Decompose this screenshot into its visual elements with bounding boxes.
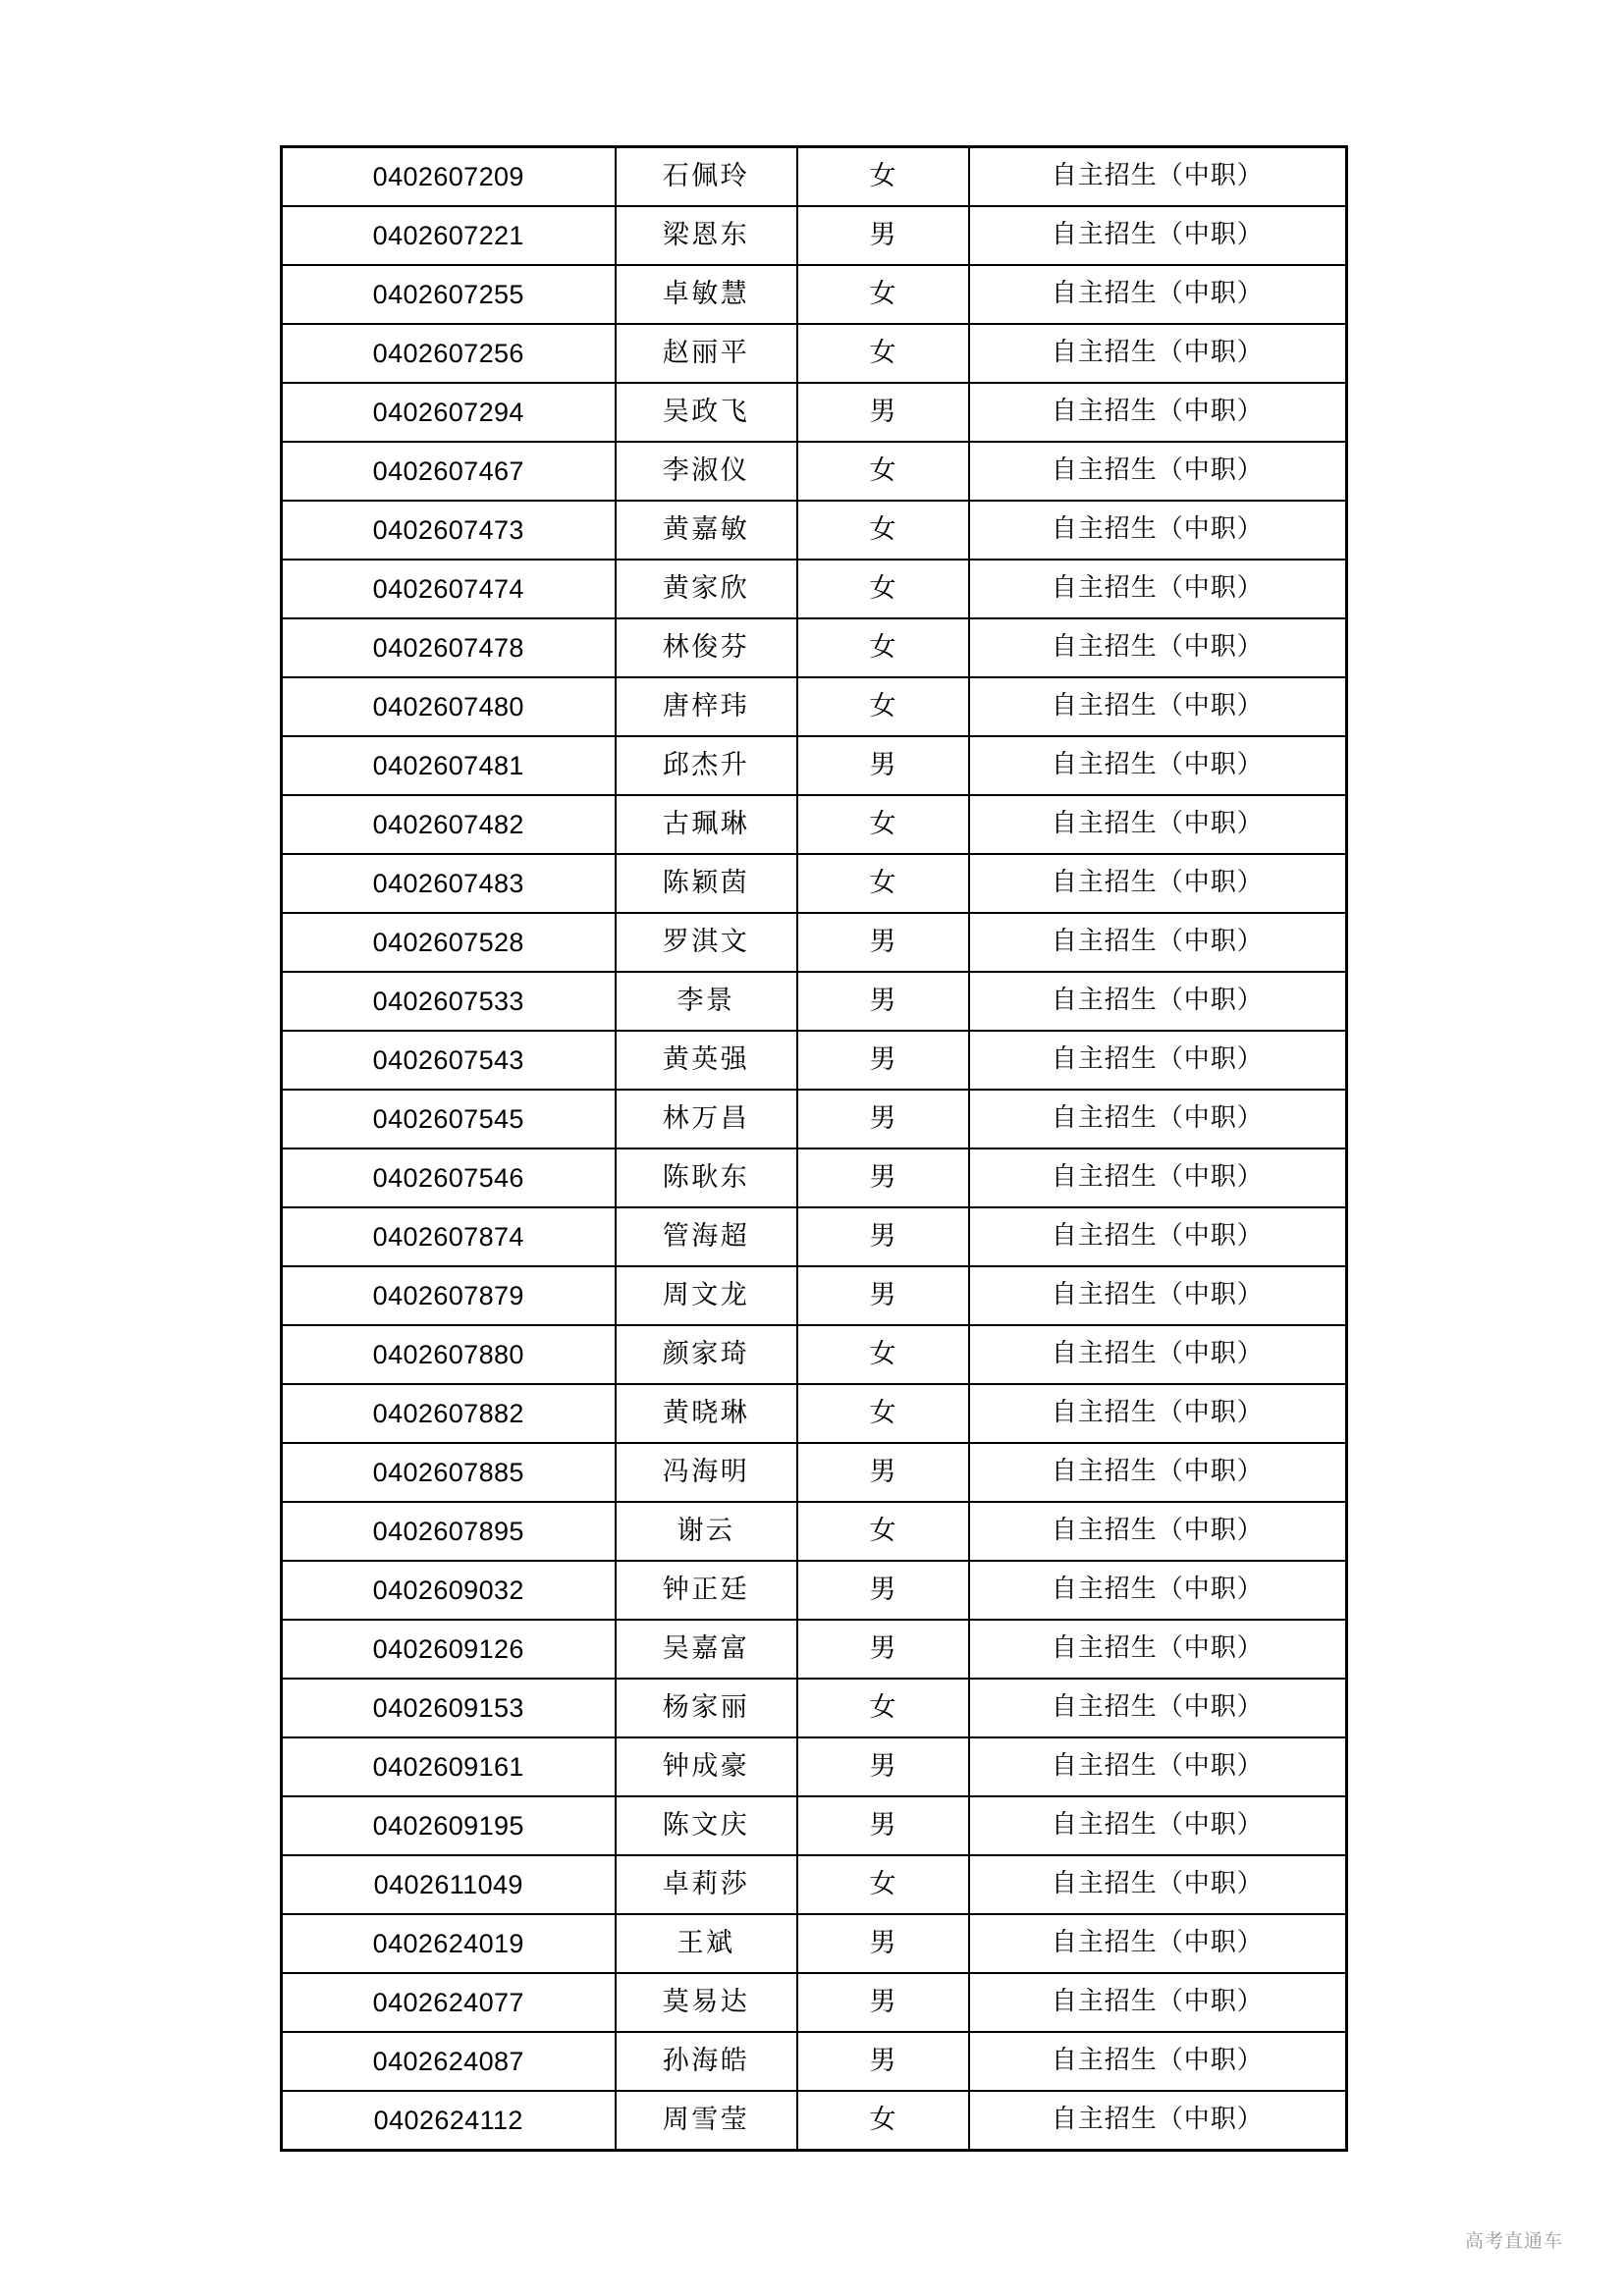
table-row <box>282 1031 1347 1090</box>
candidate-id-cell: 0402611049 <box>282 1855 616 1914</box>
admission-type-cell: 自主招生（中职） <box>969 1502 1347 1561</box>
admission-type-cell: 自主招生（中职） <box>969 1796 1347 1855</box>
table-row <box>282 2091 1347 2151</box>
table-row <box>282 1502 1347 1561</box>
candidate-gender-cell: 男 <box>797 1620 969 1679</box>
table-row <box>282 972 1347 1031</box>
candidate-name-cell: 邱杰升 <box>616 736 797 795</box>
candidate-name-cell: 李景 <box>616 972 797 1031</box>
candidate-gender-cell: 女 <box>797 1679 969 1737</box>
watermark: 高考直通车 <box>1464 2230 1563 2252</box>
table-row <box>282 1914 1347 1973</box>
table-row <box>282 618 1347 677</box>
candidate-name-cell: 管海超 <box>616 1207 797 1266</box>
candidate-id-cell: 0402607294 <box>282 383 616 442</box>
candidate-id-cell: 0402607478 <box>282 618 616 677</box>
table-row <box>282 147 1347 207</box>
table-row <box>282 1384 1347 1443</box>
admission-type-cell: 自主招生（中职） <box>969 1620 1347 1679</box>
candidate-id-cell: 0402607885 <box>282 1443 616 1502</box>
admission-type-cell: 自主招生（中职） <box>969 1855 1347 1914</box>
candidate-name-cell: 林俊芬 <box>616 618 797 677</box>
candidate-gender-cell: 男 <box>797 206 969 265</box>
table-row <box>282 1679 1347 1737</box>
candidate-gender-cell: 女 <box>797 1384 969 1443</box>
admission-type-cell: 自主招生（中职） <box>969 1737 1347 1796</box>
admission-type-cell: 自主招生（中职） <box>969 618 1347 677</box>
admission-type-cell: 自主招生（中职） <box>969 1973 1347 2032</box>
admission-type-cell: 自主招生（中职） <box>969 1031 1347 1090</box>
table-row <box>282 1796 1347 1855</box>
table-row <box>282 206 1347 265</box>
candidate-name-cell: 卓莉莎 <box>616 1855 797 1914</box>
table-row <box>282 501 1347 560</box>
candidate-id-cell: 0402609126 <box>282 1620 616 1679</box>
candidate-id-cell: 0402609153 <box>282 1679 616 1737</box>
candidate-id-cell: 0402624019 <box>282 1914 616 1973</box>
table-row <box>282 442 1347 501</box>
candidate-name-cell: 石佩玲 <box>616 147 797 207</box>
candidate-name-cell: 唐梓玮 <box>616 677 797 736</box>
candidate-name-cell: 罗淇文 <box>616 913 797 972</box>
candidate-id-cell: 0402624077 <box>282 1973 616 2032</box>
candidate-name-cell: 黄嘉敏 <box>616 501 797 560</box>
candidate-gender-cell: 男 <box>797 1031 969 1090</box>
candidate-name-cell: 李淑仪 <box>616 442 797 501</box>
admission-type-cell: 自主招生（中职） <box>969 1443 1347 1502</box>
admission-roster-table <box>280 145 1348 2152</box>
candidate-id-cell: 0402607221 <box>282 206 616 265</box>
table-row <box>282 1207 1347 1266</box>
candidate-id-cell: 0402609195 <box>282 1796 616 1855</box>
table-row <box>282 1737 1347 1796</box>
candidate-id-cell: 0402607874 <box>282 1207 616 1266</box>
candidate-gender-cell: 男 <box>797 1561 969 1620</box>
candidate-id-cell: 0402607546 <box>282 1148 616 1207</box>
candidate-id-cell: 0402607256 <box>282 324 616 383</box>
candidate-name-cell: 吴嘉富 <box>616 1620 797 1679</box>
candidate-gender-cell: 女 <box>797 147 969 207</box>
table-row <box>282 2032 1347 2091</box>
candidate-id-cell: 0402607545 <box>282 1090 616 1148</box>
admission-type-cell: 自主招生（中职） <box>969 1148 1347 1207</box>
candidate-gender-cell: 女 <box>797 854 969 913</box>
candidate-id-cell: 0402607467 <box>282 442 616 501</box>
candidate-gender-cell: 男 <box>797 1207 969 1266</box>
table-row <box>282 560 1347 618</box>
table-row <box>282 1090 1347 1148</box>
admission-type-cell: 自主招生（中职） <box>969 913 1347 972</box>
candidate-name-cell: 王斌 <box>616 1914 797 1973</box>
table-row <box>282 677 1347 736</box>
candidate-gender-cell: 女 <box>797 2091 969 2151</box>
candidate-gender-cell: 女 <box>797 560 969 618</box>
admission-type-cell: 自主招生（中职） <box>969 1679 1347 1737</box>
admission-type-cell: 自主招生（中职） <box>969 560 1347 618</box>
candidate-name-cell: 黄晓琳 <box>616 1384 797 1443</box>
candidate-name-cell: 陈耿东 <box>616 1148 797 1207</box>
table-row <box>282 1855 1347 1914</box>
candidate-id-cell: 0402607481 <box>282 736 616 795</box>
candidate-gender-cell: 女 <box>797 265 969 324</box>
admission-type-cell: 自主招生（中职） <box>969 1561 1347 1620</box>
candidate-gender-cell: 女 <box>797 324 969 383</box>
admission-roster-body <box>282 147 1347 2151</box>
table-row <box>282 383 1347 442</box>
candidate-name-cell: 黄英强 <box>616 1031 797 1090</box>
candidate-id-cell: 0402607482 <box>282 795 616 854</box>
candidate-gender-cell: 男 <box>797 1148 969 1207</box>
candidate-id-cell: 0402607880 <box>282 1325 616 1384</box>
candidate-id-cell: 0402607480 <box>282 677 616 736</box>
candidate-name-cell: 黄家欣 <box>616 560 797 618</box>
candidate-name-cell: 吴政飞 <box>616 383 797 442</box>
candidate-name-cell: 卓敏慧 <box>616 265 797 324</box>
candidate-gender-cell: 男 <box>797 2032 969 2091</box>
candidate-gender-cell: 女 <box>797 442 969 501</box>
table-row <box>282 795 1347 854</box>
candidate-gender-cell: 男 <box>797 1443 969 1502</box>
candidate-name-cell: 周雪莹 <box>616 2091 797 2151</box>
candidate-gender-cell: 男 <box>797 1914 969 1973</box>
table-row <box>282 265 1347 324</box>
admission-type-cell: 自主招生（中职） <box>969 854 1347 913</box>
candidate-name-cell: 林万昌 <box>616 1090 797 1148</box>
candidate-id-cell: 0402607255 <box>282 265 616 324</box>
candidate-name-cell: 谢云 <box>616 1502 797 1561</box>
admission-type-cell: 自主招生（中职） <box>969 1207 1347 1266</box>
candidate-gender-cell: 女 <box>797 501 969 560</box>
candidate-id-cell: 0402607879 <box>282 1266 616 1325</box>
candidate-name-cell: 钟正廷 <box>616 1561 797 1620</box>
candidate-name-cell: 梁恩东 <box>616 206 797 265</box>
candidate-id-cell: 0402607533 <box>282 972 616 1031</box>
candidate-id-cell: 0402607528 <box>282 913 616 972</box>
admission-type-cell: 自主招生（中职） <box>969 1090 1347 1148</box>
admission-type-cell: 自主招生（中职） <box>969 1914 1347 1973</box>
candidate-id-cell: 0402607895 <box>282 1502 616 1561</box>
candidate-id-cell: 0402607209 <box>282 147 616 207</box>
table-row <box>282 1266 1347 1325</box>
candidate-gender-cell: 男 <box>797 1796 969 1855</box>
candidate-id-cell: 0402609161 <box>282 1737 616 1796</box>
admission-type-cell: 自主招生（中职） <box>969 795 1347 854</box>
candidate-gender-cell: 女 <box>797 677 969 736</box>
candidate-gender-cell: 男 <box>797 1973 969 2032</box>
candidate-gender-cell: 男 <box>797 1266 969 1325</box>
admission-type-cell: 自主招生（中职） <box>969 1384 1347 1443</box>
candidate-name-cell: 莫易达 <box>616 1973 797 2032</box>
candidate-name-cell: 陈颖茵 <box>616 854 797 913</box>
candidate-name-cell: 赵丽平 <box>616 324 797 383</box>
table-row <box>282 736 1347 795</box>
candidate-id-cell: 0402624112 <box>282 2091 616 2151</box>
candidate-gender-cell: 男 <box>797 1737 969 1796</box>
table-row <box>282 913 1347 972</box>
candidate-gender-cell: 女 <box>797 1325 969 1384</box>
candidate-gender-cell: 女 <box>797 1855 969 1914</box>
admission-type-cell: 自主招生（中职） <box>969 1266 1347 1325</box>
candidate-name-cell: 杨家丽 <box>616 1679 797 1737</box>
table-row <box>282 854 1347 913</box>
candidate-id-cell: 0402624087 <box>282 2032 616 2091</box>
table-row <box>282 1620 1347 1679</box>
candidate-id-cell: 0402609032 <box>282 1561 616 1620</box>
candidate-name-cell: 钟成豪 <box>616 1737 797 1796</box>
candidate-name-cell: 孙海皓 <box>616 2032 797 2091</box>
admission-type-cell: 自主招生（中职） <box>969 383 1347 442</box>
candidate-gender-cell: 女 <box>797 618 969 677</box>
candidate-gender-cell: 男 <box>797 1090 969 1148</box>
candidate-name-cell: 古珮琳 <box>616 795 797 854</box>
candidate-gender-cell: 男 <box>797 913 969 972</box>
candidate-id-cell: 0402607473 <box>282 501 616 560</box>
table-row <box>282 1148 1347 1207</box>
candidate-name-cell: 周文龙 <box>616 1266 797 1325</box>
admission-roster-table-container <box>280 145 1345 2152</box>
candidate-id-cell: 0402607483 <box>282 854 616 913</box>
admission-type-cell: 自主招生（中职） <box>969 501 1347 560</box>
admission-type-cell: 自主招生（中职） <box>969 972 1347 1031</box>
admission-type-cell: 自主招生（中职） <box>969 2091 1347 2151</box>
candidate-gender-cell: 女 <box>797 795 969 854</box>
admission-type-cell: 自主招生（中职） <box>969 1325 1347 1384</box>
table-row <box>282 1443 1347 1502</box>
admission-type-cell: 自主招生（中职） <box>969 324 1347 383</box>
admission-type-cell: 自主招生（中职） <box>969 677 1347 736</box>
table-row <box>282 1325 1347 1384</box>
admission-type-cell: 自主招生（中职） <box>969 147 1347 207</box>
candidate-gender-cell: 男 <box>797 383 969 442</box>
admission-type-cell: 自主招生（中职） <box>969 265 1347 324</box>
admission-type-cell: 自主招生（中职） <box>969 206 1347 265</box>
admission-type-cell: 自主招生（中职） <box>969 736 1347 795</box>
table-row <box>282 1973 1347 2032</box>
candidate-gender-cell: 女 <box>797 1502 969 1561</box>
table-row <box>282 1561 1347 1620</box>
table-row <box>282 324 1347 383</box>
candidate-id-cell: 0402607543 <box>282 1031 616 1090</box>
candidate-gender-cell: 男 <box>797 972 969 1031</box>
candidate-name-cell: 颜家琦 <box>616 1325 797 1384</box>
admission-type-cell: 自主招生（中职） <box>969 442 1347 501</box>
candidate-name-cell: 陈文庆 <box>616 1796 797 1855</box>
admission-type-cell: 自主招生（中职） <box>969 2032 1347 2091</box>
candidate-id-cell: 0402607882 <box>282 1384 616 1443</box>
candidate-id-cell: 0402607474 <box>282 560 616 618</box>
candidate-name-cell: 冯海明 <box>616 1443 797 1502</box>
candidate-gender-cell: 男 <box>797 736 969 795</box>
